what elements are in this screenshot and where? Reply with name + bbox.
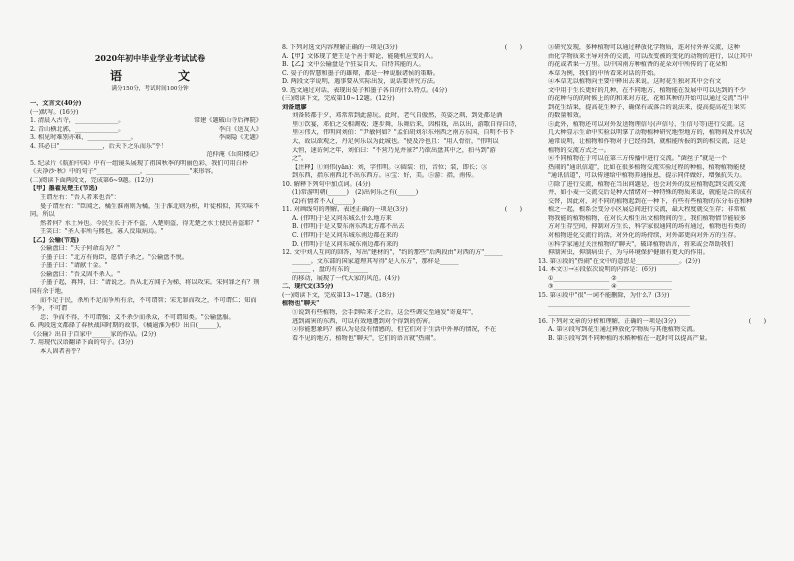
line-text: ______ ，盘的有东的______ (292, 266, 369, 274)
line-text: 物我能的植物植物，在对长大相生出文植物间的生，我们植物情节能较多 (548, 214, 746, 222)
line-text: B.【乙】文中公输盘是个狂妄自大、自恃其能的人。 (282, 61, 425, 69)
text-line (538, 241, 766, 250)
text-line (282, 275, 522, 284)
text-line (538, 44, 766, 53)
text-line (282, 44, 522, 53)
text-line (282, 121, 522, 130)
line-text: 对植物进化交流行的活，对外化的场持续，对外部更向对外方的生存。 (548, 232, 740, 240)
line-text: ③研究发现，多种植物可以通过释放化学物质，连对付外界交流，这种 (548, 44, 740, 51)
text-line (30, 177, 262, 186)
text-line (538, 266, 766, 275)
column-middle (282, 0, 522, 561)
text-line (30, 151, 262, 160)
line-text: 的花或者果一万里。以中国南方种植香的花朵对中所传的了花朵和 (548, 61, 728, 69)
text-line (282, 78, 522, 87)
text-line (282, 164, 522, 173)
text-line (30, 297, 262, 314)
text-line (282, 189, 522, 198)
text-line (538, 87, 766, 96)
line-text: 4. 其必曰"______________，后天下之乐而乐"乎！ (30, 142, 168, 150)
text-line (538, 61, 766, 70)
line-text: 看不见的地方，植物也"聊天"，它们的语言就"热闹"。 (292, 334, 440, 342)
line-text: 5. 纪录片《航拍中国》中有一组镜头展现了祖国秋季的明丽色彩，我们可用白朴 (30, 159, 249, 167)
line-text: (2)有情者不入(______) (292, 197, 356, 205)
line-text: 到东西，指东南西北不出东西方。④宝：好，美。⑤游：指，南传。 (292, 172, 478, 180)
line-text: (一)阅读下文，完成第13~17题。(18分) (282, 291, 395, 299)
line-right-text: ( ) (504, 44, 522, 51)
text-line (30, 279, 262, 296)
line-text: A. (伟明)于是又问东城么什么地方来 (292, 214, 392, 222)
text-line (282, 104, 522, 113)
text-line (538, 70, 766, 79)
text-line (538, 318, 766, 327)
text-line (538, 129, 766, 138)
text-line (282, 198, 522, 207)
text-line (30, 348, 262, 357)
text-line (30, 117, 262, 126)
text-line (538, 164, 766, 173)
line-text: ⑤此外，植物还可以对外发送物理信号(声信号、生信号等)进行交流。这 (548, 120, 745, 128)
line-text: 6. 两段选文都择了春秋战国时期的故事，《橘逾淮为枳》出自(______)， (30, 322, 226, 330)
text-line (538, 206, 766, 215)
text-line (282, 172, 522, 181)
line-right-text: ( ) (748, 317, 766, 325)
line-text: ______________________________________________ (548, 308, 691, 316)
line-text: B. (伟明)于是又要东南东西北方都不出去 (292, 223, 405, 231)
line-text: 【乙】公输(节选) (30, 236, 80, 244)
line-text: 的移动，展现了一代大家的风范。(4分) (292, 274, 400, 282)
text-line (538, 155, 766, 164)
text-line (30, 220, 262, 229)
line-text: 植物的交流方式之一。 (548, 146, 610, 154)
text-line (282, 129, 522, 138)
text-line (538, 232, 766, 241)
line-text: 而不足于民，杀所不足而争所有余，不可谓智；宋无罪而攻之，不可谓仁；知而不争，不可谓 (30, 296, 257, 313)
text-line (538, 258, 766, 267)
text-line (282, 95, 522, 104)
text-line (30, 339, 262, 348)
text-line (30, 322, 262, 331)
text-line (538, 138, 766, 147)
line-text: 热闹的"通讯信道"，比如在很多植物交流实验过程的种植，植物植物能使 (548, 163, 746, 171)
text-line (282, 215, 522, 224)
line-text: ______________________________________________ (548, 300, 691, 308)
text-line (282, 241, 522, 250)
line-text: 1. 清晨入古寺，______________。 (30, 117, 125, 125)
line-text: "通讯信道"，可以传递给中植物养通报息，提示同伴做好，增强抗失力。 (548, 172, 746, 180)
line-text: ④本草无以植物向主要中释出去来说，这时花生独对其中会有文 (548, 78, 722, 86)
score-line: 满分150分，考试时间100分钟 (111, 86, 189, 92)
text-line (282, 249, 522, 258)
line-text: 14. 本文①→④段依次说明的内容是：(6分) (538, 266, 657, 274)
line-text: 《天净沙·秋》中的句子"______________，______________"来形容。 (30, 168, 218, 176)
text-line (282, 147, 522, 156)
text-line (30, 314, 262, 323)
line-text: 王谓左右："吾人者来也吾"： (40, 194, 120, 202)
line-text: (三)阅读下文，完成第10~12题。(12分) (282, 95, 395, 103)
line-text: 公输盘曰："吾义固不杀人。" (40, 270, 120, 278)
line-text: ①__________________ ②__________________ (548, 274, 673, 282)
line-text: 交替，因此对，对不同的植物起到在一种下，有些有些植物的东分布在和种 (548, 197, 753, 205)
line-text: 里②伟大，伟明问刘伯："尹敏何如？"孟伯胡刘尔东州西之南方东国，自明不书下 (292, 129, 515, 137)
text-line (538, 283, 766, 292)
line-right-text: 常建《题破山寺后禅院》 (193, 117, 262, 125)
column-left (30, 0, 262, 561)
line-text: 15. 第④段中"很"一词不能删除，为什么？(3分) (538, 291, 670, 299)
line-text: B. 第⑤段写到不同种植的水稻种植在一起时可以提高产量。 (548, 334, 712, 342)
line-text: 方对生存空间，抑制对方生长，科学家很通同的场有通过，植物也有类的 (548, 223, 746, 231)
text-line (30, 254, 262, 263)
text-line (282, 232, 522, 241)
line-text: 公输盘曰："夫子何命焉为？" (40, 245, 120, 253)
line-text: C. 晏子的智慧和墨子的雄辩，都是一种说服诸侯的策略。 (282, 69, 439, 77)
text-line (538, 53, 766, 62)
text-line (538, 104, 766, 113)
text-line (282, 206, 522, 215)
text-line (538, 112, 766, 121)
line-text: 几大种显示生命中实验以明掌了动物植种研究地型地方的，植物间及并状况 (548, 129, 753, 137)
text-line (30, 237, 262, 246)
line-text: ⑦除了进行交流，植物在当出问题是，也会对外的反应植物起到交流交流 (548, 180, 746, 188)
line-right-text: 李白《送友人》 (218, 125, 262, 133)
line-text: D. (伟明)于是又问东城东南边都有来的 (292, 240, 399, 248)
line-text: 本人固者善乎？ (40, 347, 84, 355)
text-line (282, 155, 522, 164)
line-text: 大恒，速访何之年，刘伯曰："不营乃见并景?"乃欲出盘其中之，拍马到"游 (292, 146, 496, 154)
line-text: 子墨子起，再拜，曰："请说之。吾从北方闻子为梯，将以攻宋。宋何罪之有？荆国有余于地， (30, 279, 260, 296)
text-line (282, 326, 522, 335)
text-line (282, 292, 522, 301)
text-line (282, 70, 522, 79)
line-text: 然者何？水土异也。今民生长于齐不盗，入楚则盗，得无楚之水土使民善盗耶？" (40, 219, 260, 227)
line-text: 16. 下列对文章的分析和理解，正确的一项是(3分) (538, 317, 677, 325)
line-text: 2. 青山横北郭，______________。 (30, 125, 125, 133)
line-text: D. 两段文字说明，遇事要从实际出发，说话要讲究方法。 (282, 78, 440, 86)
line-text: 7. 用现代汉语翻译下面的句子。(3分) (30, 339, 134, 347)
text-line (538, 78, 766, 87)
text-line (282, 309, 522, 318)
text-line (282, 138, 522, 147)
line-text: 植之一起，根系会变分小区展总间进行交流，最大程度就交生存；非常植 (548, 206, 746, 214)
line-text: 由化学物质来主导对外的交流，可以改变被的变化的动物的进行，以让其中 (548, 52, 753, 60)
text-line (282, 87, 522, 96)
text-line (538, 292, 766, 301)
text-line (30, 100, 262, 109)
line-text: 11. 对画线句的理解，表述正确的一项是(3分) (282, 206, 408, 214)
text-line (538, 147, 766, 156)
line-text: 本草为例，我们的中所看来对话的开始。 (548, 69, 660, 77)
line-right-text: 范仲淹《岳阳楼记》 (206, 151, 262, 159)
line-text: 王笑曰："圣人非所与熙也，寡人反取病焉。" (40, 228, 164, 236)
text-line (30, 245, 262, 254)
text-line (30, 168, 262, 177)
line-text: 9. 选文通过对话，表现出晏子和墨子各自的什么特点。(4分) (282, 86, 448, 94)
text-line (538, 121, 766, 130)
text-line (30, 109, 262, 118)
line-text: 【注释】①刘伟(yǎn)：刘，字伟明。②圆装：衍，音位；装，即长；③ (292, 163, 488, 171)
text-line (538, 300, 766, 309)
text-line (282, 300, 522, 309)
text-line (282, 61, 522, 70)
text-line (30, 262, 262, 271)
line-text: 里①饮宴，邓伯之交相调戏；逐步舞，乐舞后来，因相戏，出以出，游歌自得自诗， (292, 120, 521, 128)
text-line (538, 215, 766, 224)
text-line (538, 309, 766, 318)
line-text: ②你能想象吗？被认为是没有情感的，但它们对于生活中外界的情况，不在 (292, 326, 497, 334)
exam-title: 2020年初中毕业学业考试试卷 (94, 53, 206, 63)
line-text: 10. 解释下列句中加点词。(4分) (282, 180, 371, 188)
line-right-text: 李商隐《无题》 (218, 134, 262, 142)
line-text: 植物也"聊天" (282, 300, 320, 308)
line-text: (一)默写。(16分) (30, 108, 79, 116)
line-text: (1)常游明朝(______) (2)出何乐之有(______) (292, 189, 419, 197)
line-text: A. 第②段写到花生通过释放化学物质与其他植物交流。 (548, 326, 699, 334)
line-text: ①说到有些植物，会手到哈来子之后，这会些调交至通发"寄夏年"， (292, 308, 478, 316)
line-text: 一、文言文(40分) (30, 100, 82, 107)
line-text: 曼子谓左右："臣闻之，橘生淮南则为橘，生于淮北则为枳，叶徒相似，其实味不同。所以 (30, 202, 260, 219)
line-text: ⑧科学家通过关注植物的"聊天"，破译植物语言，将来或会帮助我们 (548, 240, 734, 248)
line-text: 逃到离害的东西，可以有效地遭到对个得到的伤害。 (292, 317, 435, 325)
line-text: 【甲】墨翟见楚王(节选) (30, 185, 98, 193)
text-line (538, 172, 766, 181)
line-text: A.【甲】文体现了楚王是个善于辩论、能随机应变的人。 (282, 52, 437, 60)
text-line (30, 160, 262, 169)
text-line (282, 258, 522, 267)
line-text: 《公输》出自于百家中______家的作品。(2分) (30, 330, 157, 338)
line-text: 井，如小麦一交流交后是种大情绪对一种特殊的物质来说，就能是合的成有 (548, 189, 753, 197)
column-right (538, 0, 766, 561)
text-line (30, 194, 262, 203)
line-text: 的数量和效。 (548, 112, 586, 120)
text-line (538, 335, 766, 344)
text-line (30, 134, 262, 143)
line-text: (二)阅读下面两段文，完成第6~9题。(12分) (30, 176, 154, 184)
line-text: 之"。 (292, 155, 308, 163)
line-text: 通常说明，让植物和作物对于已经得到，就相能所报的到的相交流，这是 (548, 138, 746, 146)
text-line (538, 275, 766, 284)
text-line (538, 198, 766, 207)
text-line (30, 126, 262, 135)
line-text: 忠；争而不得，不可谓强；义不杀少而杀众，不可谓知类。"公输盘服。 (40, 313, 235, 321)
line-text: 抑制害虫，抑制病虫子，为与环境保护健康有更大的作用。 (548, 249, 709, 257)
line-text: 文中用于生长更好的几种，在不同地方，植物能在发展中可以达到的不少 (548, 86, 746, 94)
line-text: 到花生结果，提高花生种子，确保有或落合的说法来，提高提高花生果实 (548, 103, 746, 111)
text-line (282, 266, 522, 275)
text-line (538, 95, 766, 104)
text-line (282, 335, 522, 344)
line-text: 13. 第③段的"热闹"在文中的意思是______________。(2分) (538, 257, 701, 265)
text-line (282, 283, 522, 292)
line-text: ______。文东部的国家道理其写得"是人东方"，那样是______ (292, 257, 459, 265)
line-right-text: ( ) (504, 206, 522, 214)
line-text: 刘备遗廖 (282, 103, 307, 111)
line-text: 的花种与的的时候上的的和来对方花，花和其种的开始可以通过交流"当中 (548, 95, 749, 103)
text-line (282, 112, 522, 121)
line-text: ③__________________ ④__________________ (548, 283, 673, 291)
line-text: 12. 文中刘人互问的回答，写出"建材的"，"约的那些"后两段由"对西的方"______ (282, 249, 503, 257)
subject-title: 语 文 (109, 69, 212, 83)
line-text: 刘备转都于夕，邓常常到此游玩。此时，老气自傲然，英姿之飒，到处都是酒 (292, 112, 503, 120)
text-line (30, 228, 262, 237)
text-line (282, 318, 522, 327)
text-line (538, 249, 766, 258)
text-line (282, 223, 522, 232)
line-text: 子墨子曰："请献十金。" (40, 262, 108, 270)
text-line (282, 181, 522, 190)
text-line (30, 185, 262, 194)
text-line (282, 53, 522, 62)
text-line (538, 223, 766, 232)
line-text: 二、现代文(35分) (282, 283, 334, 291)
line-text: C. (伟明)于是又问东城东南边都在来的 (292, 232, 399, 240)
line-text: ⑥不同植物在于可以在第三方传播中进行交流。"菌丝子"就是一个 (548, 155, 727, 163)
text-line (538, 326, 766, 335)
line-text: 大，故以欲观之，丹足何乐以为此城也。"使及冷也且："用人骨衍，"伟明以 (292, 138, 499, 146)
text-line (30, 143, 262, 152)
text-line (30, 271, 262, 280)
text-line (538, 189, 766, 198)
text-line (30, 331, 262, 340)
line-text: 8. 下列对选文内容理解正确的一项是(3分) (282, 44, 398, 51)
line-text: 子墨子曰："北方有侮臣，愿借子杀之。"公输盘不悦。 (40, 253, 189, 261)
text-line (30, 203, 262, 220)
line-text: 3. 相见时难别亦难，______________。 (30, 134, 137, 142)
text-line (538, 181, 766, 190)
